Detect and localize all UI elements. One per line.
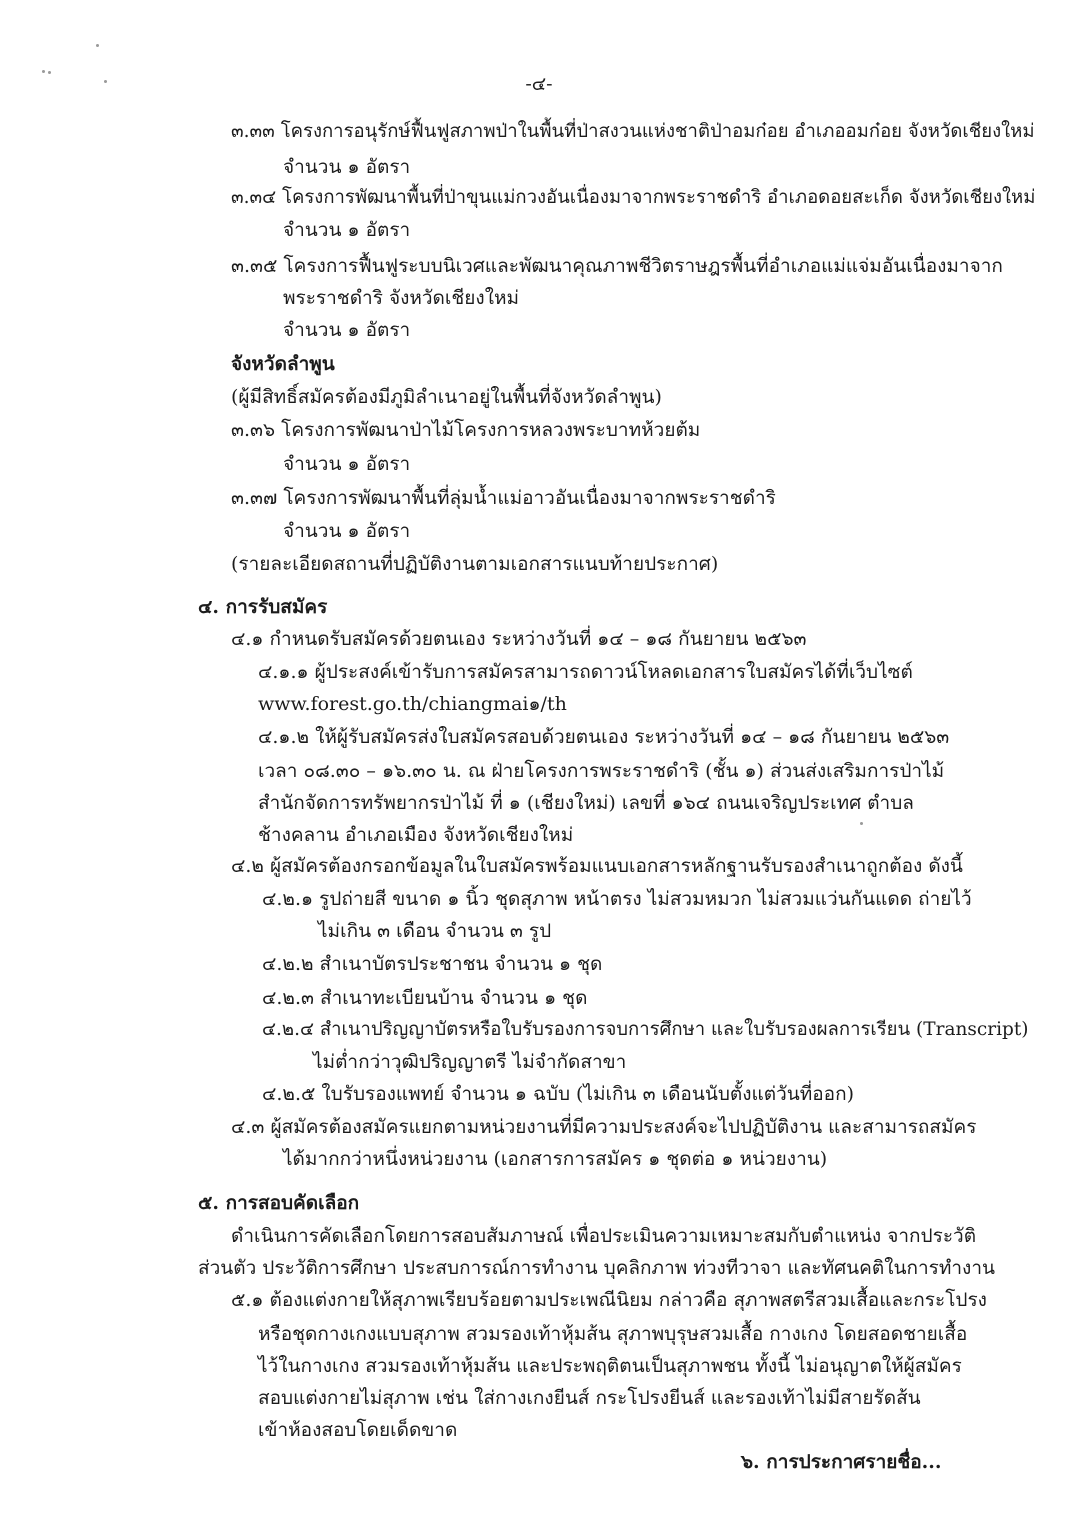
- section-5-intro: ดำเนินการคัดเลือกโดยการสอบสัมภาษณ์ เพื่อประเมินความเหมาะสมกับตำแหน่ง จากประวัติ: [231, 1225, 977, 1247]
- page-number: -๔-: [525, 73, 553, 95]
- item-3-37: ๓.๓๗ โครงการพัฒนาพื้นที่ลุ่มน้ำแม่อาวอันเนื่องมาจากพระราชดำริ: [231, 487, 776, 509]
- item-4-1: ๔.๑ กำหนดรับสมัครด้วยตนเอง ระหว่างวันที่ ๑๔ – ๑๘ กันยายน ๒๕๖๓: [231, 628, 807, 650]
- section-5-intro-cont: ส่วนตัว ประวัติการศึกษา ประสบการณ์การทำงาน บุคลิกภาพ ท่วงทีวาจา และทัศนคติในการทำงาน: [198, 1257, 995, 1279]
- workplace-details-note: (รายละเอียดสถานที่ปฏิบัติงานตามเอกสารแนบท้ายประกาศ): [231, 553, 719, 575]
- item-4-2-1: ๔.๒.๑ รูปถ่ายสี ขนาด ๑ นิ้ว ชุดสุภาพ หน้าตรง ไม่สวมหมวก ไม่สวมแว่นกันแดด ถ่ายไว้: [262, 888, 972, 910]
- item-4-2-2: ๔.๒.๒ สำเนาบัตรประชาชน จำนวน ๑ ชุด: [262, 953, 603, 975]
- item-4-1-2-cont-3: ช้างคลาน อำเภอเมือง จังหวัดเชียงใหม่: [258, 824, 574, 846]
- website-url: www.forest.go.th/chiangmai๑/th: [258, 693, 567, 715]
- province-heading-lamphun: จังหวัดลำพูน: [231, 353, 335, 375]
- item-4-2-1-cont: ไม่เกิน ๓ เดือน จำนวน ๓ รูป: [318, 920, 552, 942]
- section-5-heading: ๕. การสอบคัดเลือก: [198, 1192, 360, 1214]
- next-page-continuation: ๖. การประกาศรายชื่อ...: [741, 1451, 942, 1473]
- item-5-1-cont-2: ไว้ในกางเกง สวมรองเท้าหุ้มส้น และประพฤติตนเป็นสุภาพชน ทั้งนี้ ไม่อนุญาตให้ผู้สมัคร: [258, 1355, 962, 1377]
- item-3-36: ๓.๓๖ โครงการพัฒนาป่าไม้โครงการหลวงพระบาทห้วยต้ม: [231, 419, 701, 441]
- province-eligibility-note: (ผู้มีสิทธิ์สมัครต้องมีภูมิลำเนาอยู่ในพื้นที่จังหวัดลำพูน): [231, 386, 662, 408]
- scan-speck: [96, 44, 99, 47]
- item-3-37-quota: จำนวน ๑ อัตรา: [283, 520, 411, 542]
- item-5-1-cont-4: เข้าห้องสอบโดยเด็ดขาด: [258, 1419, 458, 1441]
- item-3-34: ๓.๓๔ โครงการพัฒนาพื้นที่ป่าขุนแม่กวงอันเนื่องมาจากพระราชดำริ อำเภอดอยสะเก็ด จังหวัดเชียงใหม่: [231, 187, 1036, 208]
- item-5-1: ๕.๑ ต้องแต่งกายให้สุภาพเรียบร้อยตามประเพณีนิยม กล่าวคือ สุภาพสตรีสวมเสื้อและกระโปรง: [231, 1289, 987, 1311]
- item-4-1-2-cont-1: เวลา ๐๘.๓๐ – ๑๖.๓๐ น. ณ ฝ่ายโครงการพระราชดำริ (ชั้น ๑) ส่วนส่งเสริมการป่าไม้: [258, 760, 945, 782]
- item-4-2: ๔.๒ ผู้สมัครต้องกรอกข้อมูลในใบสมัครพร้อมแนบเอกสารหลักฐานรับรองสำเนาถูกต้อง ดังนี้: [231, 855, 963, 877]
- item-4-2-4: ๔.๒.๔ สำเนาปริญญาบัตรหรือใบรับรองการจบการศึกษา และใบรับรองผลการเรียน (Transcript): [262, 1019, 1029, 1040]
- scan-speck: [860, 822, 863, 825]
- item-3-35: ๓.๓๕ โครงการฟื้นฟูระบบนิเวศและพัฒนาคุณภาพชีวิตราษฎรพื้นที่อำเภอแม่แจ่มอันเนื่องมาจาก: [231, 255, 1003, 277]
- item-3-33: ๓.๓๓ โครงการอนุรักษ์ฟื้นฟูสภาพป่าในพื้นที่ป่าสงวนแห่งชาติป่าอมก๋อย อำเภออมก๋อย จังหวัดเชียงใหม่: [231, 121, 1035, 142]
- item-4-3: ๔.๓ ผู้สมัครต้องสมัครแยกตามหน่วยงานที่มีความประสงค์จะไปปฏิบัติงาน และสามารถสมัคร: [231, 1116, 977, 1138]
- section-4-heading: ๔. การรับสมัคร: [198, 596, 328, 618]
- item-5-1-cont-1: หรือชุดกางเกงแบบสุภาพ สวมรองเท้าหุ้มส้น สุภาพบุรุษสวมเสื้อ กางเกง โดยสอดชายเสื้อ: [258, 1323, 968, 1345]
- item-3-33-quota: จำนวน ๑ อัตรา: [283, 156, 411, 178]
- item-3-35-cont: พระราชดำริ จังหวัดเชียงใหม่: [283, 287, 520, 309]
- item-3-34-quota: จำนวน ๑ อัตรา: [283, 219, 411, 241]
- item-4-1-2: ๔.๑.๒ ให้ผู้รับสมัครส่งใบสมัครสอบด้วยตนเอง ระหว่างวันที่ ๑๔ – ๑๘ กันยายน ๒๕๖๓: [258, 726, 950, 748]
- item-4-2-4-cont: ไม่ต่ำกว่าวุฒิปริญญาตรี ไม่จำกัดสาขา: [313, 1051, 627, 1073]
- item-5-1-cont-3: สอบแต่งกายไม่สุภาพ เช่น ใส่กางเกงยีนส์ กระโปรงยีนส์ และรองเท้าไม่มีสายรัดส้น: [258, 1387, 921, 1409]
- item-4-1-1: ๔.๑.๑ ผู้ประสงค์เข้ารับการสมัครสามารถดาวน์โหลดเอกสารใบสมัครได้ที่เว็บไซต์: [258, 661, 913, 683]
- item-3-36-quota: จำนวน ๑ อัตรา: [283, 453, 411, 475]
- item-4-1-2-cont-2: สำนักจัดการทรัพยากรป่าไม้ ที่ ๑ (เชียงใหม่) เลขที่ ๑๖๔ ถนนเจริญประเทศ ตำบล: [258, 792, 914, 814]
- item-3-35-quota: จำนวน ๑ อัตรา: [283, 319, 411, 341]
- item-4-2-3: ๔.๒.๓ สำเนาทะเบียนบ้าน จำนวน ๑ ชุด: [262, 987, 588, 1009]
- item-4-2-5: ๔.๒.๕ ใบรับรองแพทย์ จำนวน ๑ ฉบับ (ไม่เกิน ๓ เดือนนับตั้งแต่วันที่ออก): [262, 1083, 855, 1105]
- item-4-3-cont: ได้มากกว่าหนึ่งหน่วยงาน (เอกสารการสมัคร ๑ ชุดต่อ ๑ หน่วยงาน): [283, 1148, 828, 1170]
